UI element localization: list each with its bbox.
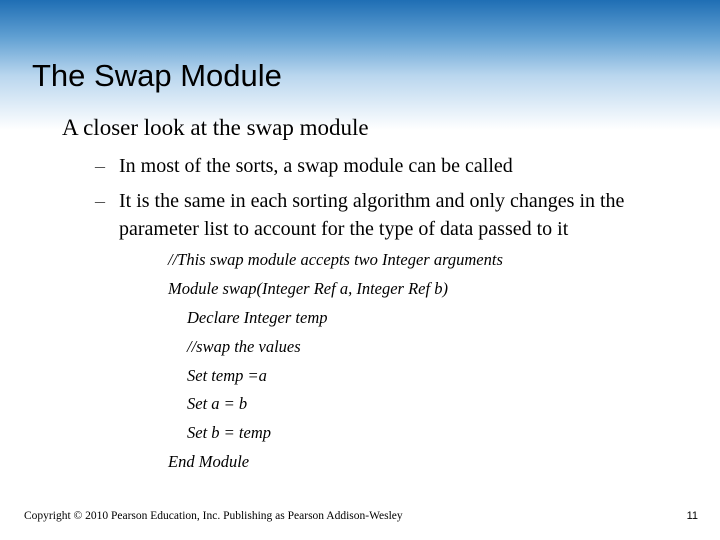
main-bullet: A closer look at the swap module	[62, 115, 369, 140]
sub-bullet-1-dash: –	[95, 155, 105, 177]
footer-copyright: Copyright © 2010 Pearson Education, Inc. Publishing as Pearson Addison-Wesley	[24, 510, 403, 522]
sub-bullet-1-text: In most of the sorts, a swap module can be called	[119, 155, 513, 177]
sub-bullet-2-dash: –	[95, 190, 105, 212]
code-line-comment-2: //swap the values	[187, 337, 301, 356]
code-line-set-b: Set b = temp	[187, 423, 271, 442]
code-line-comment-1: //This swap module accepts two Integer arguments	[168, 250, 503, 269]
sub-bullet-2-text: It is the same in each sorting algorithm and only changes in the parameter list to account for the type of data passed to it	[119, 190, 625, 240]
slide-title: The Swap Module	[32, 58, 282, 93]
code-line-module-header: Module swap(Integer Ref a, Integer Ref b)	[168, 279, 448, 298]
slide-number: 11	[686, 510, 698, 522]
code-line-end-module: End Module	[168, 452, 250, 471]
code-line-declare: Declare Integer temp	[187, 308, 328, 327]
code-line-set-a: Set a = b	[187, 394, 248, 413]
code-line-set-temp: Set temp =a	[187, 366, 267, 385]
